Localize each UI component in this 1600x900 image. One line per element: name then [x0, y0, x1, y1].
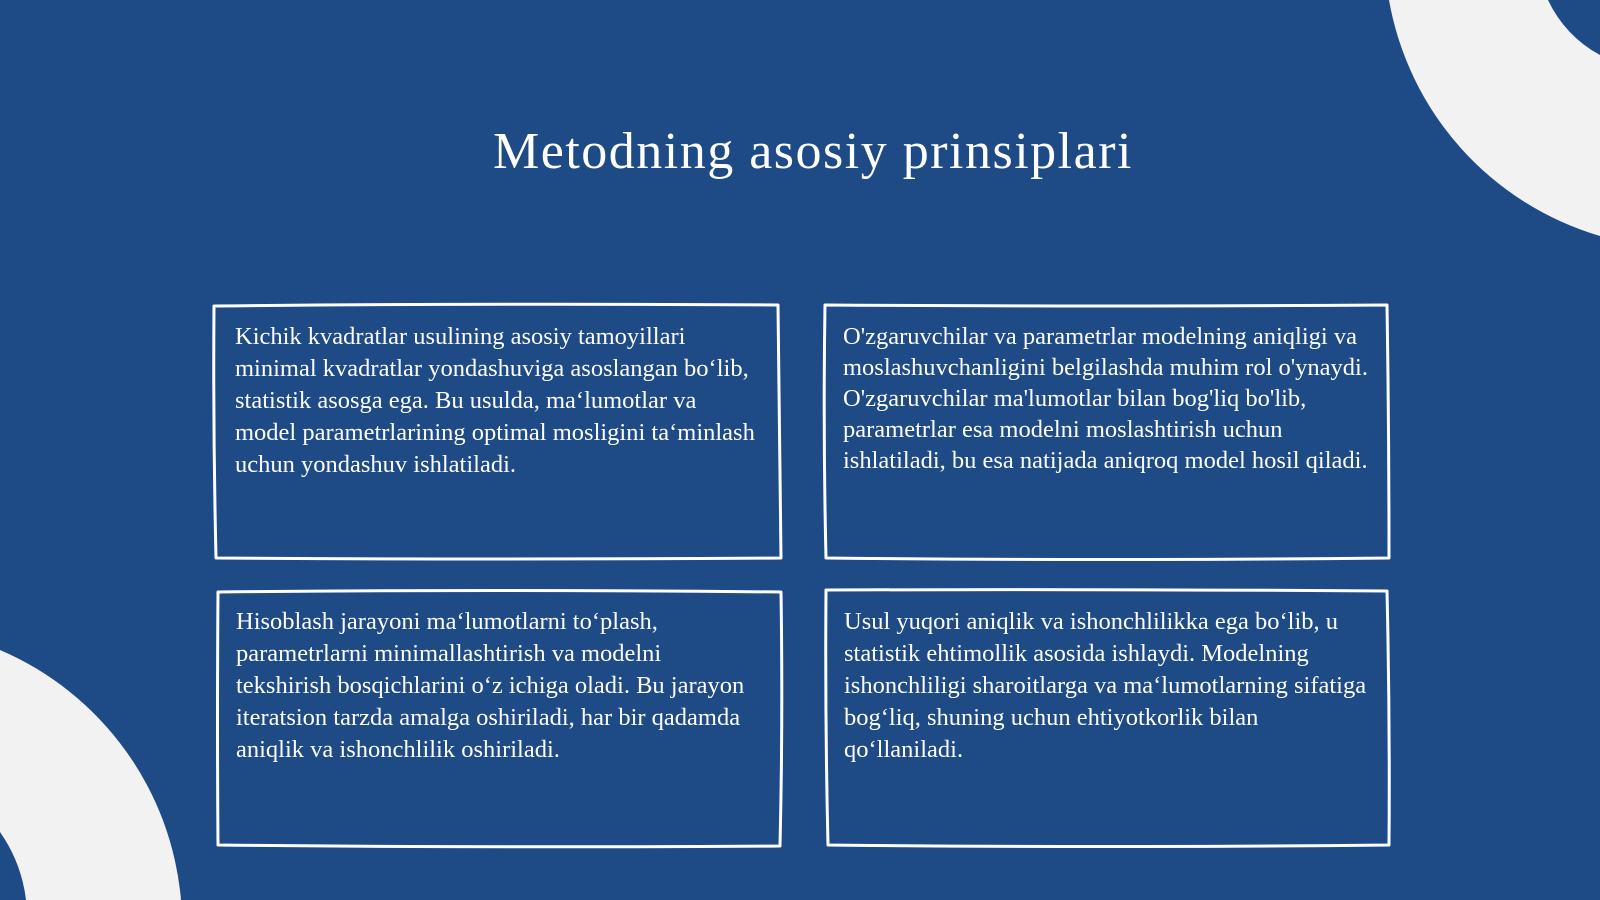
- card-3-text: Hisoblash jarayoni ma‘lumotlarni to‘plash, parametrlarni minimallashtirish va modelni tekshirish bosqichlarini o‘z ichiga oladi. Bu jarayon iteratsion tarzda amalga oshiriladi, har bir qadamda aniqlik va ishonchlilik oshiriladi.: [236, 608, 745, 763]
- slide-title: Metodning asosiy prinsiplari: [493, 123, 1133, 180]
- card-4-text: Usul yuqori aniqlik va ishonchlilikka ega bo‘lib, u statistik ehtimollik asosida ishlaydi. Modelning ishonchliligi sharoitlarga va ma‘lumotlarning sifatiga bog‘liq, shuning uchun ehtiyotkorlik bilan qo‘llaniladi.: [844, 608, 1367, 763]
- card-2-text: O'zgaruvchilar va parametrlar modelning aniqligi va moslashuvchanligini belgilashda muhim rol o'ynaydi. O'zgaruvchilar ma'lumotlar bilan bog'liq bo'lib, parametrlar esa modelni moslashtirish uchun ishlatiladi, bu esa natijada aniqroq model hosil qiladi.: [843, 323, 1368, 474]
- card-1-text: Kichik kvadratlar usulining asosiy tamoyillari minimal kvadratlar yondashuviga asoslangan bo‘lib, statistik asosga ega. Bu usulda, ma‘lumotlar va model parametrlarining optimal mosligini ta‘minlash uchun yondashuv ishlatiladi.: [235, 323, 755, 478]
